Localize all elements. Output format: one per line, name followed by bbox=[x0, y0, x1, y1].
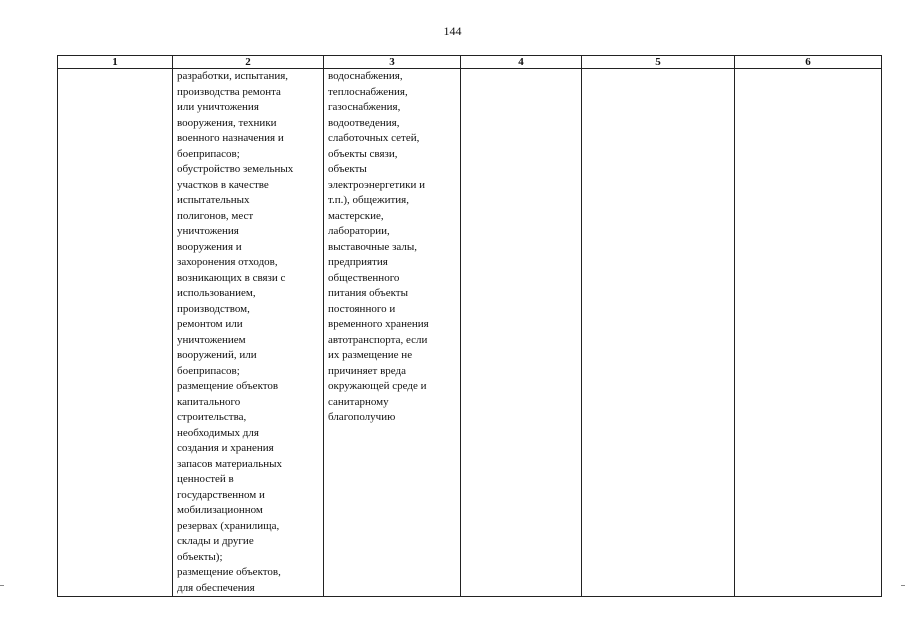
cell-text-line: выставочные залы, bbox=[328, 240, 418, 253]
cell-text-line: водоснабжения, bbox=[328, 70, 403, 82]
cell-text-line: т.п.), общежития, bbox=[328, 194, 409, 206]
cell-text-line: водоотведения, bbox=[328, 116, 400, 129]
cell-text-line: автотранспорта, если bbox=[328, 333, 428, 346]
cell-text-line: размещение объектов bbox=[177, 380, 279, 392]
scan-edge-mark-right bbox=[901, 585, 905, 586]
cell-text-line: ремонтом или bbox=[177, 318, 243, 330]
cell-text-line: или уничтожения bbox=[177, 101, 259, 113]
cell-text-line: боеприпасов; bbox=[177, 364, 240, 377]
cell-text-line: производством, bbox=[177, 302, 250, 315]
cell-text-line: боеприпасов; bbox=[177, 147, 240, 160]
cell-text-line: ценностей в bbox=[177, 473, 234, 485]
table-cell-col6 bbox=[735, 69, 882, 597]
cell-text-line: объекты); bbox=[177, 550, 223, 563]
cell-text-line: резервах (хранилища, bbox=[177, 519, 280, 532]
cell-text-line: запасов материальных bbox=[177, 457, 282, 470]
cell-text-line: необходимых для bbox=[177, 426, 259, 439]
cell-text-line: объекты bbox=[328, 163, 367, 175]
cell-text-line: вооружения и bbox=[177, 240, 242, 253]
column-header-4: 4 bbox=[461, 56, 582, 69]
table-cell-col1 bbox=[58, 69, 173, 597]
cell-text-line: уничтожением bbox=[177, 333, 246, 346]
cell-text-line: слаботочных сетей, bbox=[328, 132, 420, 144]
table-cell-col4 bbox=[461, 69, 582, 597]
cell-text-line: вооружения, техники bbox=[177, 116, 277, 129]
cell-text-line: теплоснабжения, bbox=[328, 85, 408, 98]
cell-text-line: питания объекты bbox=[328, 287, 408, 299]
table-row bbox=[58, 69, 882, 597]
cell-text-line: захоронения отходов, bbox=[177, 256, 278, 268]
cell-text-line: лаборатории, bbox=[328, 225, 390, 237]
cell-text-line: возникающих в связи с bbox=[177, 271, 286, 284]
cell-text-line: для обеспечения bbox=[177, 581, 255, 594]
cell-text-line: мастерские, bbox=[328, 209, 384, 222]
column-header-6: 6 bbox=[735, 56, 882, 69]
column-header-2: 2 bbox=[173, 56, 324, 69]
table-cell-col3 bbox=[324, 69, 461, 597]
cell-text-line: строительства, bbox=[177, 411, 247, 423]
cell-text-line: капитального bbox=[177, 395, 241, 408]
page-number: 144 bbox=[443, 24, 462, 38]
header-row bbox=[58, 56, 882, 69]
table-cell-col5 bbox=[582, 69, 735, 597]
cell-text-line: уничтожения bbox=[177, 225, 239, 237]
document-table bbox=[57, 55, 882, 597]
table-cell-col2 bbox=[173, 69, 324, 597]
cell-text-line: участков в качестве bbox=[177, 178, 269, 191]
cell-text-line: окружающей среде и bbox=[328, 380, 427, 392]
column-header-3: 3 bbox=[324, 56, 461, 69]
cell-text-line: испытательных bbox=[177, 194, 250, 206]
cell-text-line: вооружений, или bbox=[177, 349, 257, 361]
cell-text-line: газоснабжения, bbox=[328, 101, 401, 113]
cell-text-line: военного назначения и bbox=[177, 132, 284, 144]
cell-text-line: санитарному bbox=[328, 395, 389, 408]
cell-text-line: производства ремонта bbox=[177, 85, 281, 98]
cell-text-line: постоянного и bbox=[328, 302, 396, 315]
cell-text-line: объекты связи, bbox=[328, 147, 398, 160]
cell-text-line: их размещение не bbox=[328, 349, 413, 361]
column-header-5: 5 bbox=[582, 56, 735, 69]
column-header-1: 1 bbox=[58, 56, 173, 69]
cell-text-line: причиняет вреда bbox=[328, 364, 406, 377]
cell-text-line: размещение объектов, bbox=[177, 566, 281, 578]
cell-text-line: мобилизационном bbox=[177, 504, 263, 516]
cell-text-line: разработки, испытания, bbox=[177, 70, 289, 82]
scan-edge-mark-left bbox=[0, 585, 4, 586]
cell-text-line: использованием, bbox=[177, 287, 256, 299]
cell-text-line: полигонов, мест bbox=[177, 209, 254, 222]
cell-text-line: обустройство земельных bbox=[177, 163, 294, 175]
cell-text-line: временного хранения bbox=[328, 318, 429, 330]
cell-text-line: склады и другие bbox=[177, 535, 254, 547]
cell-text-line: предприятия bbox=[328, 256, 388, 268]
cell-text-line: электроэнергетики и bbox=[328, 178, 425, 191]
cell-text-line: благополучию bbox=[328, 411, 396, 423]
cell-text-line: общественного bbox=[328, 271, 400, 284]
cell-text-line: государственном и bbox=[177, 488, 265, 501]
cell-text-line: создания и хранения bbox=[177, 442, 274, 454]
